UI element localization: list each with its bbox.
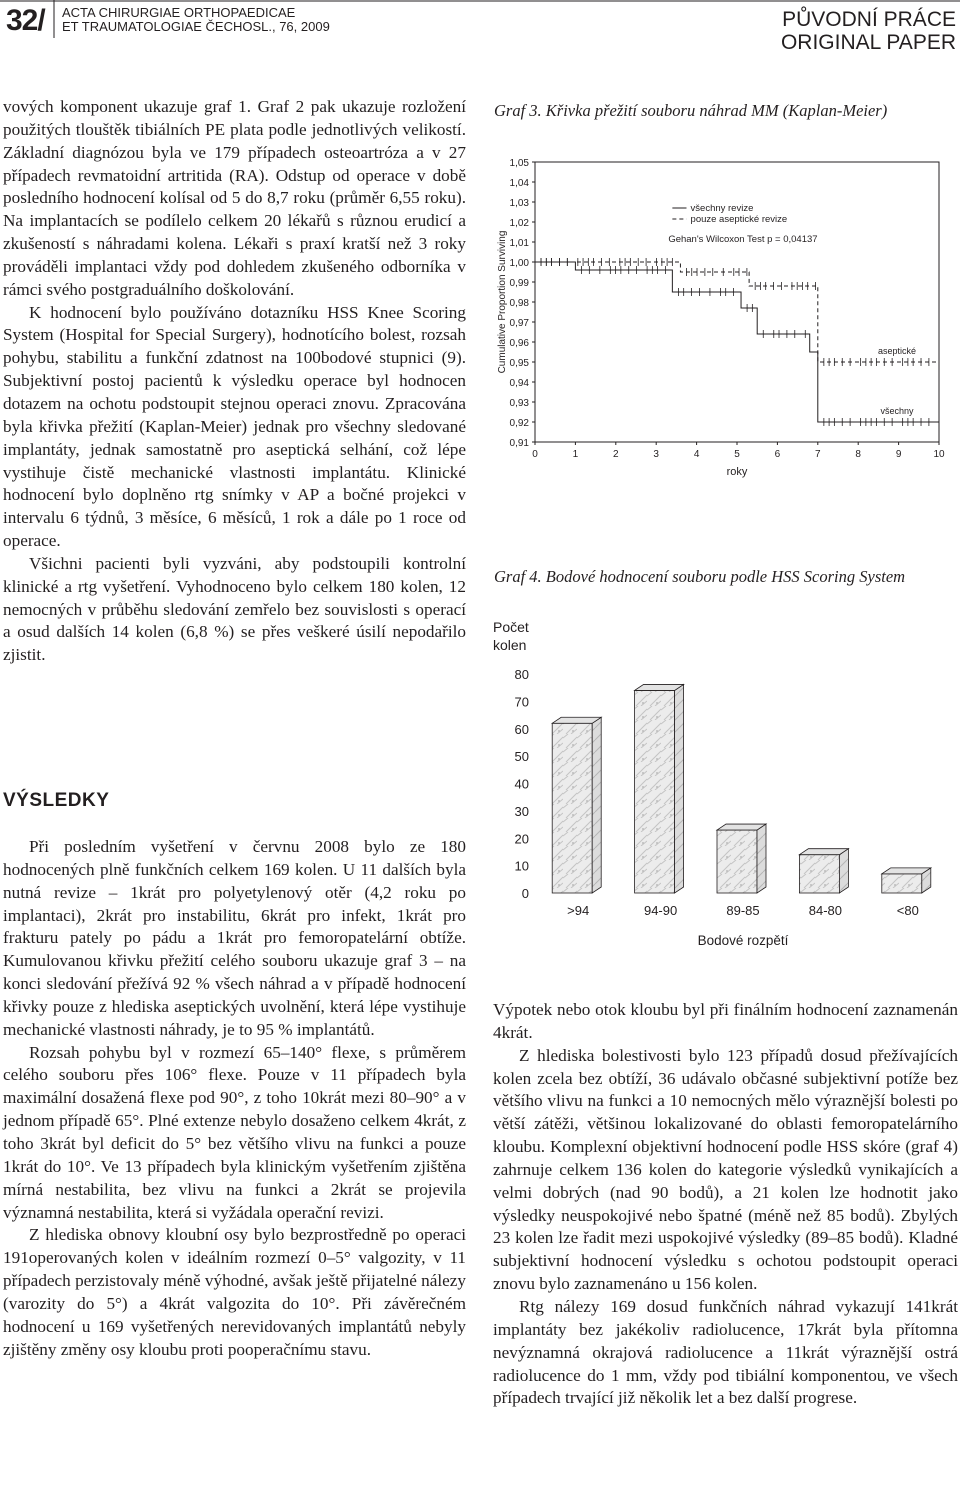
x-tick-label: 1	[572, 449, 579, 460]
y-tick-label: 20	[514, 831, 529, 847]
right-column	[493, 999, 958, 1410]
bar-top	[799, 849, 848, 855]
y-tick-label: 0,91	[509, 438, 529, 449]
bar-side	[839, 849, 848, 893]
bar-front	[717, 830, 757, 893]
bar-top	[635, 684, 684, 690]
x-tick-label: 7	[815, 449, 821, 460]
y-tick-label: 0,95	[509, 358, 529, 369]
y-tick-label: 30	[514, 803, 529, 819]
x-tick-label: 84-80	[808, 903, 843, 918]
article-type-cz: PŮVODNÍ PRÁCE	[782, 8, 956, 31]
journal-line-2: ET TRAUMATOLOGIAE ČECHOSL., 76, 2009	[62, 19, 330, 34]
bar-front	[552, 723, 592, 893]
graf3-caption: Graf 3. Křivka přežití souboru náhrad MM (Kaplan-Meier)	[494, 101, 888, 120]
y-tick-label: 80	[514, 667, 529, 682]
kaplan-meier-chart	[493, 140, 959, 490]
x-tick-label: 6	[774, 449, 781, 460]
article-type-en: ORIGINAL PAPER	[780, 31, 956, 54]
survival-line-all	[535, 262, 939, 422]
graf4-caption: Graf 4. Bodové hodnocení souboru podle HSS Scoring System	[494, 567, 906, 586]
y-tick-label: 0,93	[509, 398, 529, 409]
journal-line-1: ACTA CHIRURGIAE ORTHOPAEDICAE	[62, 5, 296, 20]
x-tick-label: 94-90	[643, 903, 678, 918]
x-tick-label: 5	[734, 449, 740, 460]
y-axis-label: Cumulative Proportion Surviving	[497, 230, 508, 374]
y-tick-label: 10	[514, 858, 529, 874]
bar-top	[552, 717, 601, 723]
y-tick-label: 0,96	[509, 338, 529, 349]
x-tick-label: <80	[896, 903, 919, 918]
y-tick-label: 40	[514, 776, 529, 792]
paragraph: Při posledním vyšetření v červnu 2008 bylo ze 180 hodnocených plně funkčních celkem 169 kolen. U 11 dalších byla nutná revize – 1krát pro polyetylenový otěr (4,2 roku po implantaci), 2krát pro instabilitu, 6krát pro infekt, 1krát pro frakturu pately po pádu a 1krát pro femoropatelární obtíže. Kumulovanou křivku přežití celého souboru ukazuje graf 3 – na konci sledování přežívá 92 % všech náhrad a v případě hodnocení křivky pouze z hlediska aseptických uvolnění, která lépe vystihuje mechanické vlastnosti náhrady, je to 95 % implantátů.	[3, 837, 466, 1039]
article-type	[781, 8, 956, 54]
paragraph: K hodnocení bylo používáno dotazníku HSS Knee Scoring System (Hospital for Special Surgery), hodnotícího bolest, rozsah pohybu, stabilitu a funkční zdatnost na 100bodové stupnici (9). Subjektivní postoj pacientů k výsledku operace byl hodnocen dotazem na ochotu podstoupit stejnou operaci znovu. Zpracována byla křivka přežití (Kaplan-Meier) jednak pro všechny sledované implantáty, jednak samostatně pro aseptická selhání, což lépe vystihuje čistě mechanické vlastnosti implantátu. Klinické hodnocení bylo doplněno rtg snímky v AP a bočné projekci v intervalu 6 týdnů, 3 měsíce, 6 měsíců, 1 rok a dále po 1 roce od operace.	[3, 302, 466, 551]
y-tick-label: 0,99	[509, 278, 529, 289]
x-axis-label: Bodové rozpětí	[697, 933, 789, 948]
y-tick-label: 0,94	[509, 378, 529, 389]
y-tick-label: 70	[514, 694, 529, 710]
test-annotation: Gehan's Wilcoxon Test p = 0,04137	[668, 234, 818, 245]
y-tick-label: 0,97	[509, 318, 529, 329]
paragraph: Rtg nálezy 169 dosud funkčních náhrad vykazují 141krát implantáty bez jakékoliv radiolucence, 17krát byla přítomna nevýznamná okrajová radiolucence a 11krát výraznější ostrá radiolucence do 1 mm, vždy pod tibiální komponentou, ve všech případech trvající již několik let a bez další progrese.	[493, 1296, 958, 1408]
results-text	[3, 836, 466, 1361]
legend	[672, 203, 787, 225]
section-heading-results: VÝSLEDKY	[3, 790, 110, 811]
y-axis-title-line-2: kolen	[493, 637, 527, 653]
x-tick-label: 8	[855, 449, 861, 460]
bar-front	[635, 690, 675, 893]
y-tick-label: 1,05	[509, 158, 529, 169]
x-tick-label: 4	[693, 449, 700, 460]
hss-bar-chart	[493, 608, 959, 953]
bar-side	[592, 717, 601, 893]
y-tick-label: 1,03	[509, 198, 529, 209]
left-column	[3, 96, 466, 667]
curve-label: aseptické	[877, 346, 917, 356]
paragraph: Rozsah pohybu byl v rozmezí 65–140° flexe, s průměrem celého souboru přes 106° flexe. Pouze v 11 případech byla maximální dosažená flexe pod 90°, z toho 10krát mezi 80–90° a v jednom případě 65°. Plné extenze nebylo dosaženo celkem 4krát, z toho 3krát byl deficit do 5° bez většího vlivu na funkci a pouze 1krát do 10°. Ve 13 případech byla klinickým vyšetřením zjištěna mírná nestabilita, bez vlivu na funkci a 2krát se projevila významná nestabilita, která si vyžádala operační revizi.	[3, 1042, 466, 1222]
paragraph: Z hlediska bolestivosti bylo 123 případů dosud přežívajících kolen zcela bez obtíží, 36 udávalo občasné subjektivní potíže bez většího vlivu na funkci a 10 nemocných mělo výraznější bolesti po větší zátěži, většinou lokalizované do oblasti femoropatelárního kloubu. Komplexní objektivní hodnocení podle HSS skóre (graf 4) zahrnuje celkem 136 kolen do kategorie výsledků vynikajících a velmi dobrých (nad 90 bodů), a 21 kolen lze hodnotit jako výsledky neuspokojivé nebo špatné (méně než 85 bodů). Zbylých 23 kolen lze řadit mezi uspokojivé výsledky (89–85 bodů). Kladné subjektivní hodnocení výsledku s ochotou podstoupit operaci znovu bylo zaznamenáno u 156 kolen.	[493, 1045, 958, 1294]
bar-2	[717, 824, 766, 893]
y-tick-label: 1,01	[509, 238, 529, 249]
y-axis-title-line-1: Počet	[493, 619, 529, 635]
x-axis-label: roky	[726, 466, 748, 478]
y-tick-label: 1,00	[509, 258, 529, 269]
page-number: 32/	[6, 4, 45, 37]
paragraph: Všichni pacienti byli vyzváni, aby podstoupili kontrolní klinické a rtg vyšetření. Vyhodnoceno bylo celkem 180 kolen, 12 nemocných v průběhu sledování zemřelo bez souvislosti s operací a osud dalších 14 kolen (6,8 %) se přes veškeré úsilí nepodařilo zjistit.	[3, 553, 466, 665]
journal-name	[62, 6, 330, 34]
y-tick-label: 1,02	[509, 218, 529, 229]
bar-front	[799, 855, 839, 893]
paragraph: Výpotek nebo otok kloubu byl při finálním hodnocení zaznamenán 4krát.	[493, 1000, 958, 1042]
bar-side	[675, 684, 684, 893]
curve-label: všechny	[880, 406, 914, 416]
y-tick-label: 0,92	[509, 418, 529, 429]
x-tick-label: 89-85	[726, 903, 760, 918]
x-tick-label: 0	[532, 449, 538, 460]
y-tick-label: 50	[514, 749, 529, 765]
paragraph: vových komponent ukazuje graf 1. Graf 2 pak ukazuje rozložení použitých tlouštěk tibiálních PE plata podle jednotlivých velikostí. Základní diagnózou byla ve 179 případech osteoartróza a v 27 případech revmatoidní artritida (RA). Odstup od operace v době posledního hodnocení kolísal od 5 do 8,7 roku (průměr 6,55 roku). Na implantacích se podílelo celkem 20 lékařů s různou erudicí a zkušeností s náhradami kolena. Lékaři s praxí kratší než 3 roky prováděli implantaci vždy pod dohledem zkušeného odborníka v rámci svého postgraduálního doškolování.	[3, 97, 466, 299]
bar-0	[552, 717, 601, 893]
bar-3	[799, 849, 848, 893]
legend-label-all: všechny revize	[690, 203, 754, 214]
x-tick-label: 2	[613, 449, 619, 460]
y-tick-label: 60	[514, 721, 529, 737]
bar-top	[882, 868, 931, 874]
legend-label-aseptic: pouze aseptické revize	[690, 214, 788, 225]
bar-1	[635, 684, 684, 893]
y-tick-label: 1,04	[509, 178, 529, 189]
x-tick-label: >94	[567, 903, 590, 918]
bar-front	[882, 874, 922, 893]
y-tick-label: 0	[521, 886, 529, 901]
paragraph: Z hlediska obnovy kloubní osy bylo bezprostředně po operaci 191operovaných kolen v ideálním rozmezí 0–5° valgozity, v 11 případech perzistovaly méně výhodné, avšak ještě přijatelné nálezy (varozity do 5°) a 4krát valgozita do 10°. Při závěrečném hodnocení u 169 vyšetřených nerevidovaných implantátů nebyly zjištěny změny osy kloubu proti pooperačnímu stavu.	[3, 1225, 466, 1359]
bar-top	[717, 824, 766, 830]
x-tick-label: 9	[895, 449, 902, 460]
x-tick-label: 10	[933, 449, 945, 460]
bar-side	[757, 824, 766, 893]
x-tick-label: 3	[653, 449, 659, 460]
y-tick-label: 0,98	[509, 298, 529, 309]
bar-4	[882, 868, 931, 893]
